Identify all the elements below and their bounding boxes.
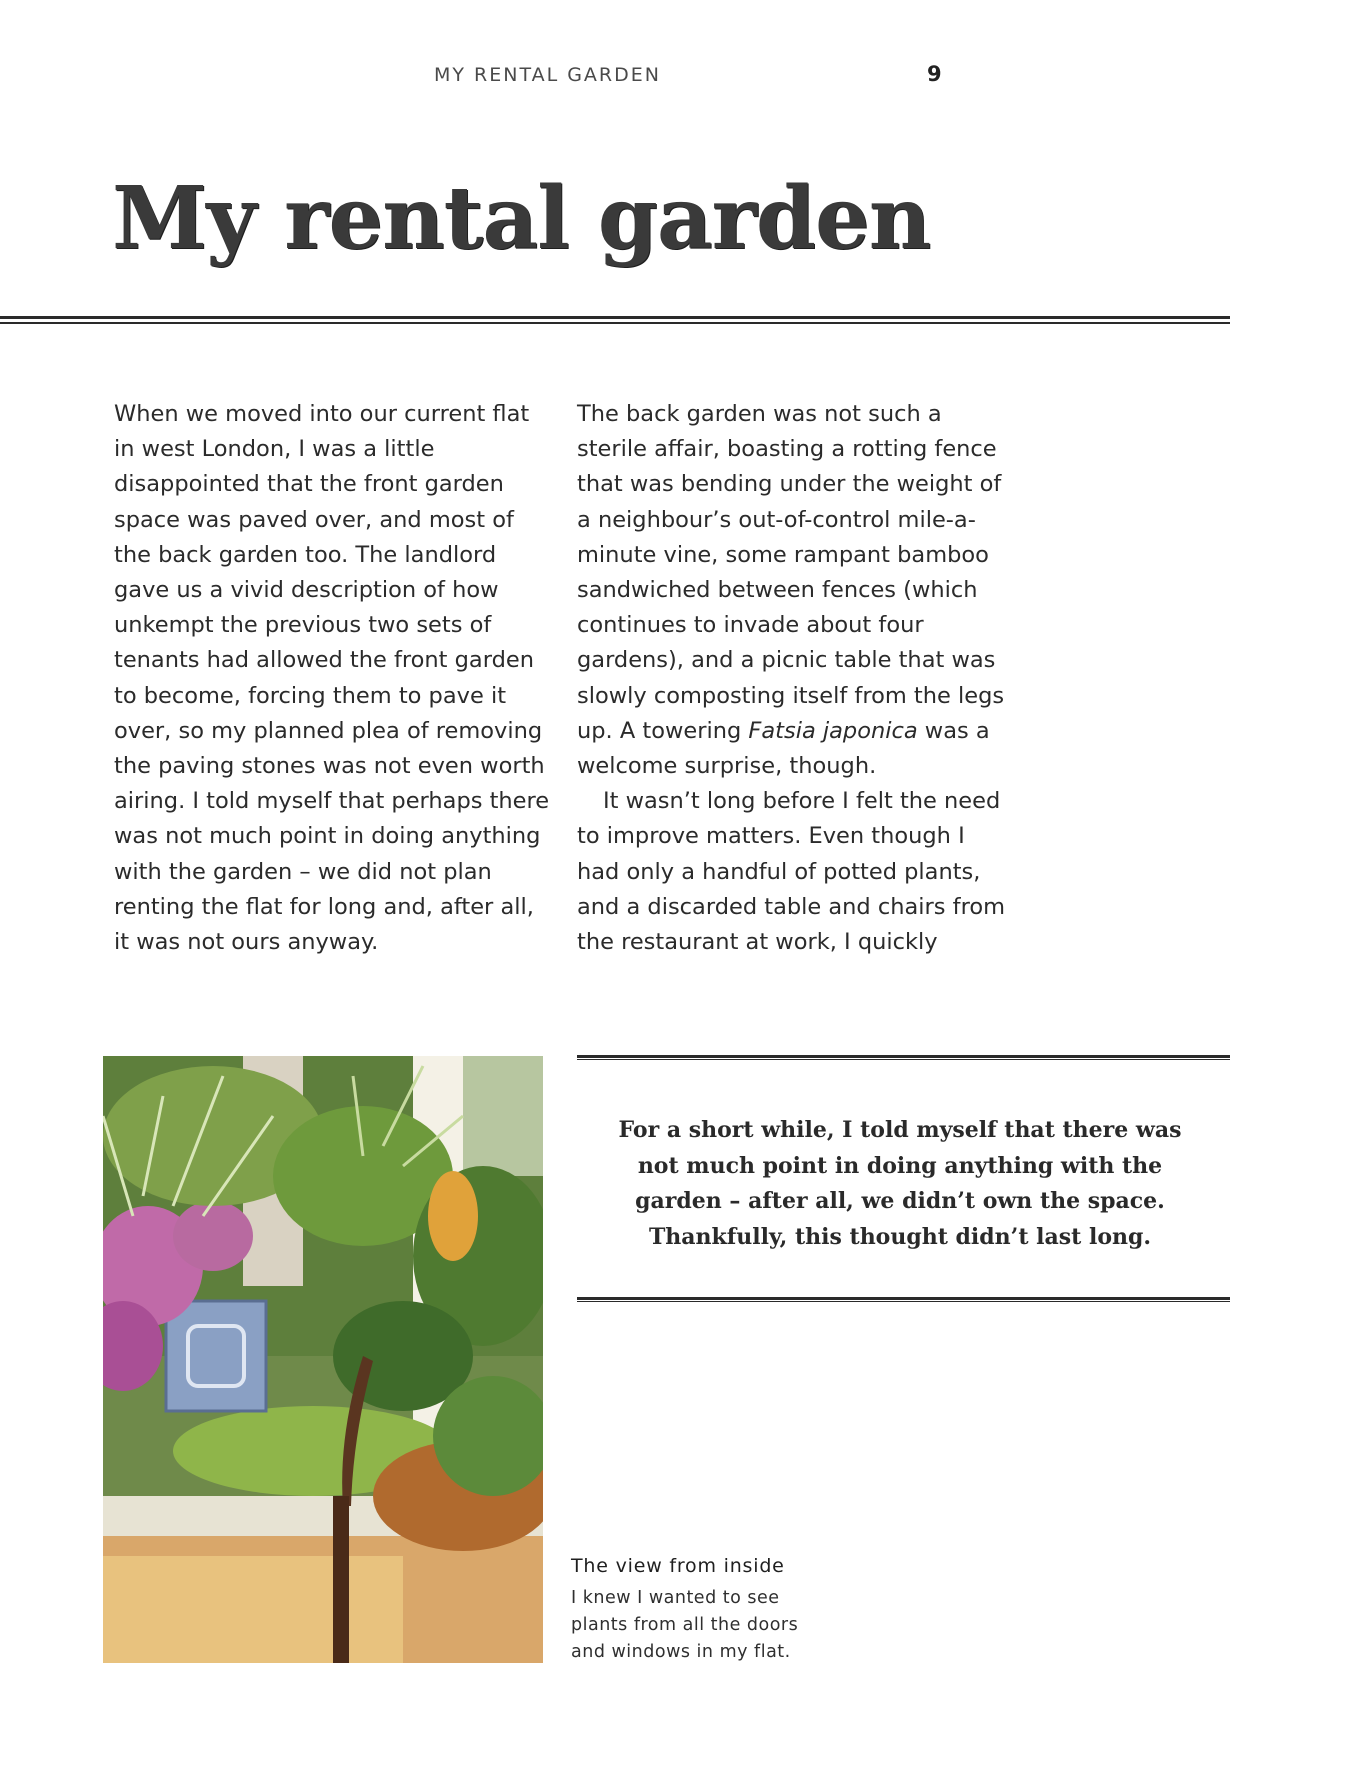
garden-photo	[103, 1056, 543, 1663]
page-number: 9	[927, 62, 942, 86]
title-rule	[0, 316, 1230, 324]
running-head: MY RENTAL GARDEN	[434, 64, 661, 86]
body-paragraph: It wasn’t long before I felt the need to improve matters. Even though I had only a handful of potted plants, and a discarded table and chairs from the restaurant at work, I quickly	[577, 788, 1006, 956]
caption-text: I knew I wanted to see plants from all the doors and windows in my flat.	[571, 1588, 799, 1662]
body-text: was a welcome surprise, though.	[577, 717, 990, 780]
pull-quote-rule-top	[577, 1055, 1230, 1060]
pull-quote-rule-bottom	[577, 1297, 1230, 1302]
page-title: My rental garden	[112, 168, 931, 269]
caption-title: The view from inside	[571, 1555, 785, 1577]
body-text: The back garden was not such a sterile affair, boasting a rotting fence that was bending under the weight of a neighbour’s out-of-control mile-a-minute vine, some rampant bamboo sandwiched between fences (which continues to invade about four gardens), and a picnic table that was slowly composting itself from the legs up. A towering	[577, 401, 1005, 744]
body-paragraph: When we moved into our current flat in west London, I was a little disappointed that the front garden space was paved over, and most of the back garden too. The landlord gave us a vivid description of how unkempt the previous two sets of tenants had allowed the front garden to become, forcing them to pave it over, so my planned plea of removing the paving stones was not even worth airing. I told myself that perhaps there was not much point in doing anything with the garden – we did not plan renting the flat for long and, after all, it was not ours anyway.	[114, 401, 550, 956]
pull-quote: For a short while, I told myself that there was not much point in doing anything with the garden – after all, we didn’t own the space. Thankfully, this thought didn’t last long.	[618, 1117, 1182, 1250]
body-paragraph	[577, 397, 1007, 784]
body-column-left	[114, 397, 554, 960]
plant-name: Fatsia japonica	[748, 717, 918, 744]
body-column-right	[577, 397, 1007, 960]
